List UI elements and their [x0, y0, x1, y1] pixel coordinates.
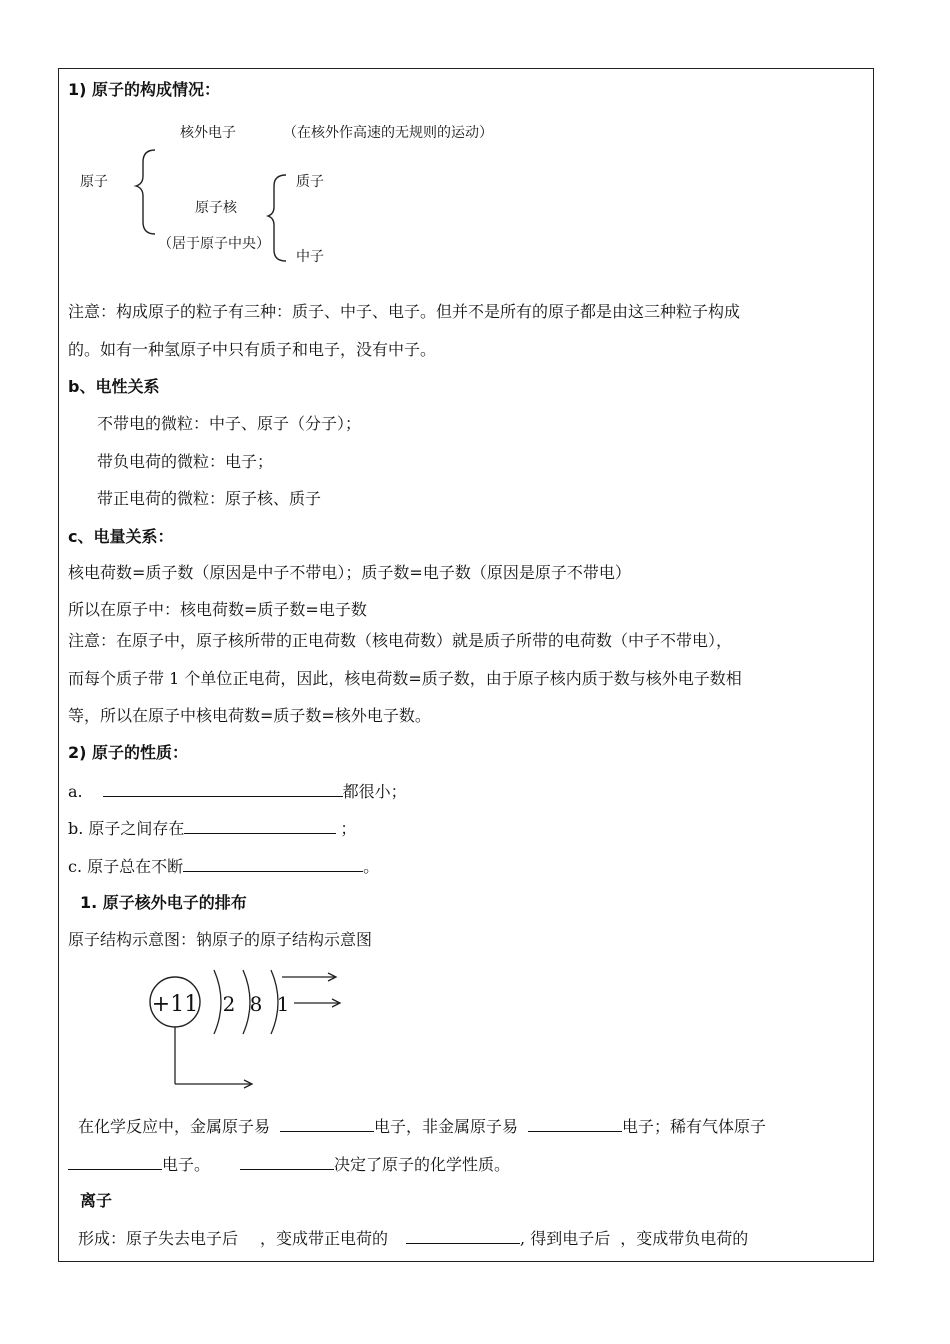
- shell-electrons: 8: [249, 992, 263, 1016]
- ion-text: ，变成带正电荷的: [260, 1229, 389, 1248]
- diagram-caption: 原子结构示意图：钠原子的原子结构示意图: [68, 930, 373, 949]
- blank-b[interactable]: [184, 818, 336, 834]
- tree-nucleus-note: （居于原子中央）: [158, 236, 270, 252]
- reaction-text: 电子。: [162, 1155, 211, 1174]
- charge-note-3: 等，所以在原子中核电荷数=质子数=核外电子数。: [68, 706, 431, 725]
- charge-note-1: 注意：在原子中，原子核所带的正电荷数（核电荷数）就是质子所带的电荷数（中子不带电），: [68, 631, 733, 650]
- section-heading-electric: b、电性关系: [68, 377, 160, 396]
- electric-item: 不带电的微粒：中子、原子（分子）；: [97, 414, 362, 433]
- reaction-text: 电子，非金属原子易: [374, 1117, 519, 1136]
- section-heading-properties: 2) 原子的性质：: [68, 743, 189, 762]
- shell-electrons: 2: [222, 992, 236, 1016]
- charge-line-2: 所以在原子中：核电荷数=质子数=电子数: [68, 600, 367, 619]
- ion-text: 形成：原子失去电子后: [78, 1229, 239, 1248]
- charge-line-1: 核电荷数=质子数（原因是中子不带电）；质子数=电子数（原因是原子不带电）: [68, 563, 631, 582]
- blank-noble[interactable]: [68, 1154, 162, 1170]
- property-c-prefix: c. 原子总在不断: [68, 857, 184, 876]
- tree-atom: 原子: [80, 174, 108, 190]
- tree-nucleus: 原子核: [195, 200, 237, 216]
- reaction-text: 电子；稀有气体原子: [622, 1117, 767, 1136]
- section-heading-charge: c、电量关系：: [68, 527, 174, 546]
- charge-note-2: 而每个质子带 1 个单位正电荷，因此，核电荷数=质子数，由于原子核内质于数与核外电子数相: [68, 669, 742, 688]
- section-heading-ion: 离子: [80, 1191, 113, 1210]
- tree-proton: 质子: [296, 174, 324, 190]
- electric-item: 带负电荷的微粒：电子；: [97, 452, 274, 471]
- electric-item: 带正电荷的微粒：原子核、质子: [97, 489, 322, 508]
- reaction-line-1: [78, 1116, 766, 1137]
- note-line-2: 的。如有一种氢原子中只有质子和电子，没有中子。: [68, 340, 437, 359]
- property-c-suffix: 。: [363, 857, 380, 876]
- tree-braces: [0, 0, 950, 300]
- property-a-prefix: a.: [68, 782, 83, 801]
- blank-c[interactable]: [183, 856, 363, 872]
- ion-text: ，变成带负电荷的: [620, 1229, 749, 1248]
- blank-decides[interactable]: [240, 1154, 334, 1170]
- shell-arc: [214, 970, 221, 1034]
- section-heading-atom-structure: 1) 原子的构成情况：: [68, 80, 221, 99]
- ion-text: , 得到电子后: [520, 1229, 611, 1248]
- property-b: [68, 818, 356, 839]
- property-b-prefix: b. 原子之间存在: [68, 819, 185, 838]
- property-b-suffix: ；: [340, 819, 357, 838]
- section-heading-arrangement: 1. 原子核外电子的排布: [80, 893, 247, 912]
- reaction-text: 决定了原子的化学性质。: [334, 1155, 511, 1174]
- property-a-suffix: 都很小；: [342, 782, 407, 801]
- tree-neutron: 中子: [296, 249, 324, 265]
- reaction-text: 在化学反应中，金属原子易: [78, 1117, 271, 1136]
- note-line-1: 注意：构成原子的粒子有三种：质子、中子、电子。但并不是所有的原子都是由这三种粒子构成: [68, 302, 741, 321]
- blank-nonmetal[interactable]: [528, 1116, 622, 1132]
- sodium-atom-diagram: [140, 960, 360, 1095]
- nucleus-charge: +11: [151, 992, 199, 1017]
- ion-formation-line: [78, 1228, 748, 1249]
- reaction-line-2: [68, 1154, 510, 1175]
- blank-cation[interactable]: [406, 1228, 520, 1244]
- property-a: [68, 781, 407, 802]
- blank-metal[interactable]: [280, 1116, 374, 1132]
- tree-electron: 核外电子: [180, 125, 236, 141]
- property-c: [68, 856, 379, 877]
- tree-electron-note: （在核外作高速的无规则的运动）: [283, 125, 493, 141]
- shell-electrons: 1: [276, 992, 290, 1016]
- blank-a[interactable]: [103, 781, 343, 797]
